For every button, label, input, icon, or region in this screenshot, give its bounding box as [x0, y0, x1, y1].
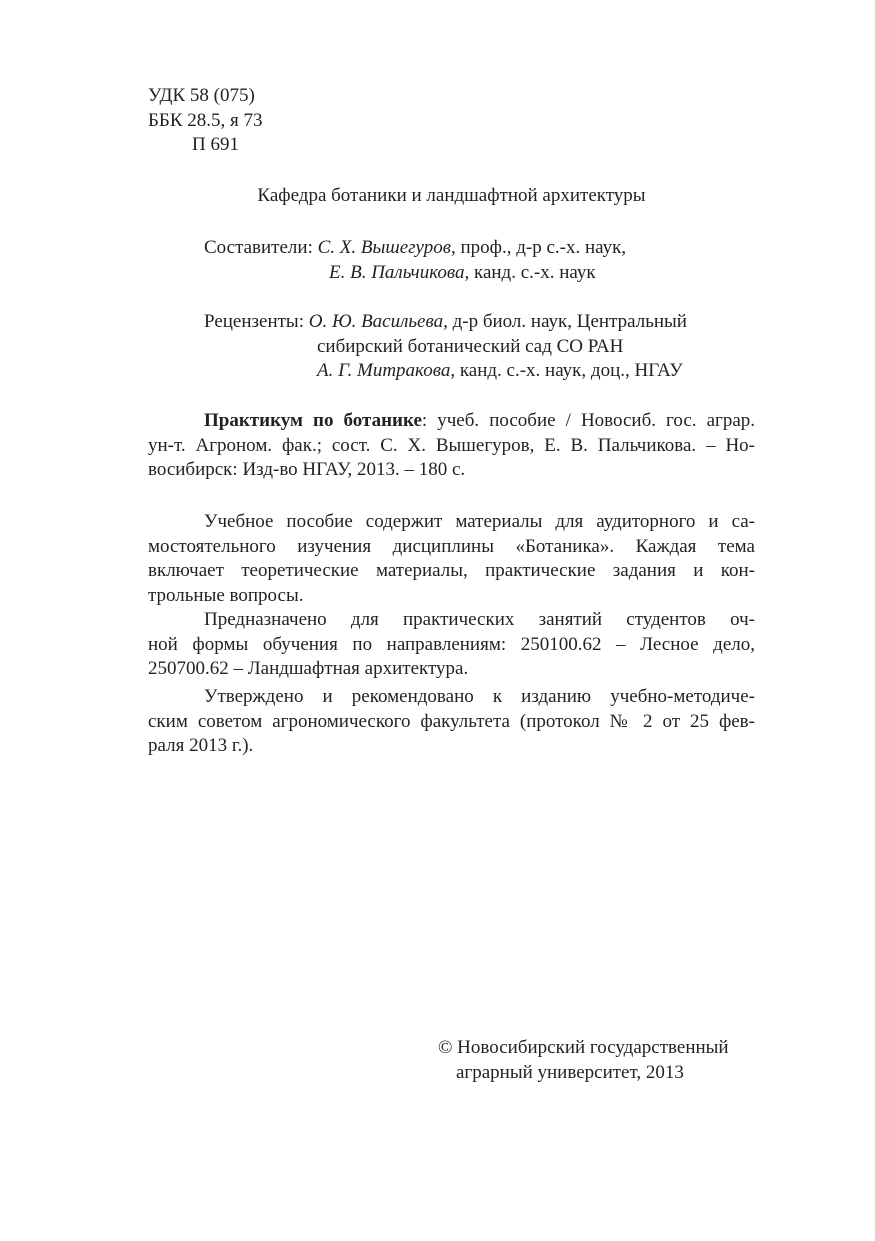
- paragraph-line: Учебное пособие содержит материалы для аудиторного и са-: [204, 511, 755, 532]
- compiler-name: Е. В. Пальчикова,: [329, 261, 470, 283]
- udk-code: УДК 58 (075): [148, 85, 255, 106]
- author-sign: П 691: [192, 134, 239, 155]
- paragraph-line: раля 2013 г.).: [148, 735, 254, 756]
- bbk-code: ББК 28.5, я 73: [148, 109, 263, 131]
- bibliographic-description: [148, 409, 755, 483]
- compiler-name: С. Х. Вышегуров,: [317, 237, 456, 258]
- book-title: Практикум по ботанике: [204, 410, 422, 431]
- classification-codes: [148, 84, 262, 158]
- annotation-paragraph: [148, 510, 755, 608]
- annotation-paragraph: [148, 685, 755, 759]
- paragraph-line: Утверждено и рекомендовано к изданию учебно-методиче-: [204, 686, 755, 707]
- paragraph-line: Предназначено для практических занятий студентов оч-: [204, 609, 755, 630]
- reviewer-details: д-р биол. наук, Центральный: [452, 311, 687, 332]
- department-heading: Кафедра ботаники и ландшафтной архитектуры: [257, 185, 646, 206]
- copyright-line: © Новосибирский государственный: [438, 1037, 729, 1058]
- reviewer-details: сибирский ботанический сад СО РАН: [317, 335, 624, 357]
- biblio-text: : учеб. пособие / Новосиб. гос. аграр.: [421, 410, 755, 431]
- reviewer-name: А. Г. Митракова,: [317, 360, 456, 381]
- paragraph-line: ной формы обучения по направлениям: 250100.62 – Лесное дело,: [148, 633, 755, 655]
- compilers-label: Составители:: [204, 237, 313, 258]
- biblio-text: восибирск: Изд-во НГАУ, 2013. – 180 с.: [148, 459, 466, 480]
- compilers-block: [204, 236, 626, 285]
- paragraph-line: ским советом агрономического факультета (протокол № 2 от 25 фев-: [148, 710, 755, 732]
- paragraph-line: трольные вопросы.: [148, 584, 304, 606]
- compiler-details: канд. с.-х. наук: [474, 261, 596, 283]
- biblio-text: ун-т. Агроном. фак.; сост. С. Х. Вышегуров, Е. В. Пальчикова. – Но-: [148, 434, 755, 456]
- copyright-line: аграрный университет, 2013: [456, 1061, 684, 1083]
- annotation-paragraph: [148, 608, 755, 682]
- paragraph-line: 250700.62 – Ландшафтная архитектура.: [148, 658, 469, 679]
- reviewer-name: О. Ю. Васильева,: [308, 311, 448, 332]
- paragraph-line: мостоятельного изучения дисциплины «Ботаника». Каждая тема: [148, 535, 755, 557]
- reviewer-details: канд. с.-х. наук, доц., НГАУ: [459, 360, 683, 381]
- compiler-details: проф., д-р с.-х. наук,: [460, 237, 627, 258]
- paragraph-line: включает теоретические материалы, практические задания и кон-: [148, 560, 755, 581]
- reviewers-block: [204, 310, 687, 384]
- copyright-notice: [438, 1036, 729, 1085]
- reviewers-label: Рецензенты:: [204, 311, 304, 332]
